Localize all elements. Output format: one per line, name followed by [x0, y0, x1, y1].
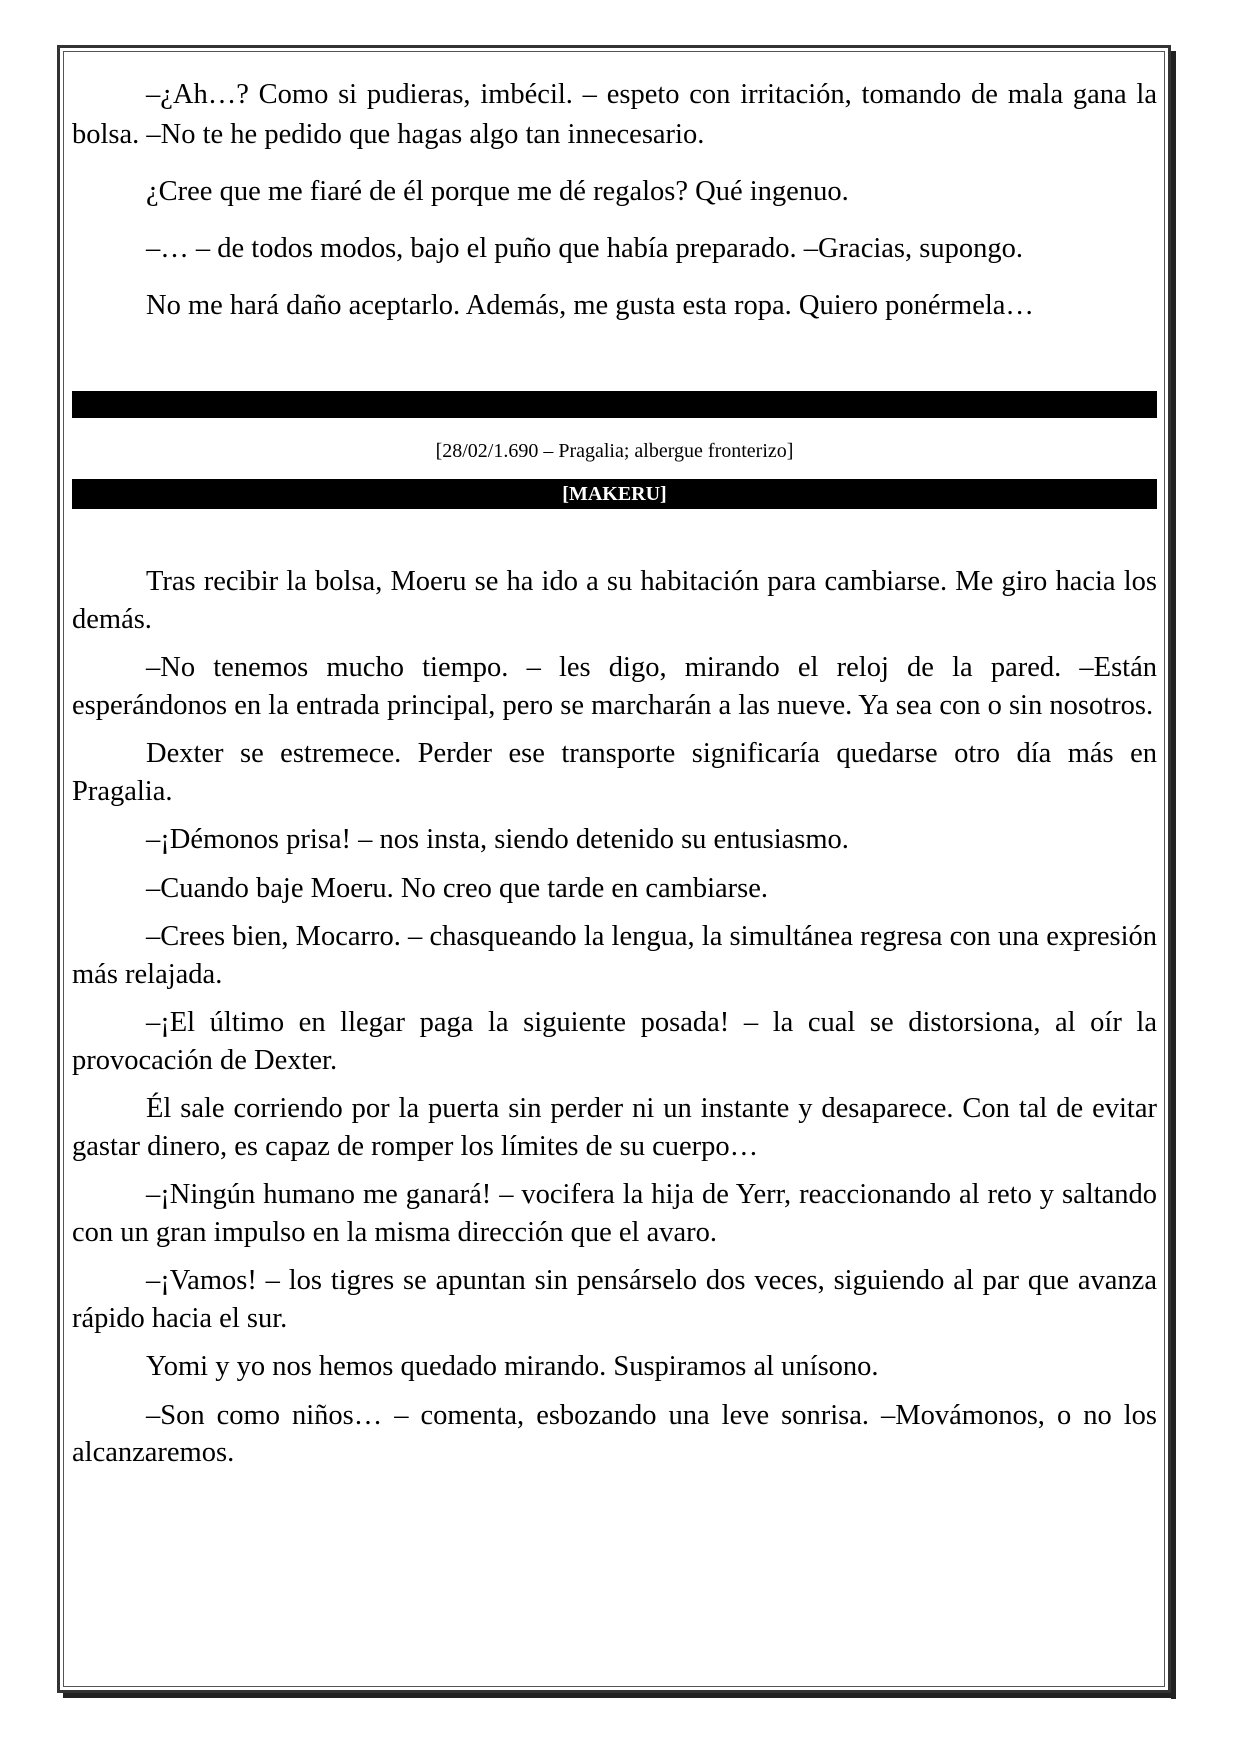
paragraph: Tras recibir la bolsa, Moeru se ha ido a su habitación para cambiarse. Me giro hacia los demás.	[72, 566, 1157, 635]
paragraph: –¡Démonos prisa! – nos insta, siendo detenido su entusiasmo.	[146, 824, 849, 855]
paragraph: Él sale corriendo por la puerta sin perder ni un instante y desaparece. Con tal de evitar gastar dinero, es capaz de romper los límites de su cuerpo…	[72, 1093, 1157, 1162]
section-top	[72, 75, 1157, 343]
paragraph: –¡Vamos! – los tigres se apuntan sin pensárselo dos veces, siguiendo al par que avanza rápido hacia el sur.	[72, 1265, 1157, 1334]
paragraph: –Son como niños… – comenta, esbozando una leve sonrisa. –Movámonos, o no los alcanzaremos.	[72, 1399, 1157, 1468]
scene-date-location: [28/02/1.690 – Pragalia; albergue fronterizo]	[435, 440, 794, 462]
scene-divider-bar	[72, 391, 1157, 418]
paragraph: Dexter se estremece. Perder ese transporte significaría quedarse otro día más en Pragalia.	[72, 738, 1157, 807]
paragraph: ¿Cree que me fiaré de él porque me dé regalos? Qué ingenuo.	[146, 176, 849, 207]
paragraph: No me hará daño aceptarlo. Además, me gusta esta ropa. Quiero ponérmela…	[146, 290, 1034, 321]
paragraph: –… – de todos modos, bajo el puño que había preparado. –Gracias, supongo.	[146, 233, 1023, 264]
frame-shadow-right	[1171, 51, 1176, 1699]
paragraph: –No tenemos mucho tiempo. – les digo, mirando el reloj de la pared. –Están esperándonos en la entrada principal, pero se marcharán a las nueve. Ya sea con o sin nosotros.	[72, 652, 1157, 721]
paragraph: –Crees bien, Mocarro. – chasqueando la lengua, la simultánea regresa con una expresión más relajada.	[72, 921, 1157, 990]
section-bottom	[72, 563, 1157, 1483]
paragraph: –¿Ah…? Como si pudieras, imbécil. – espeto con irritación, tomando de mala gana la bolsa. –No te he pedido que hagas algo tan innecesario.	[72, 79, 1157, 150]
paragraph: –¡El último en llegar paga la siguiente posada! – la cual se distorsiona, al oír la provocación de Dexter.	[72, 1007, 1157, 1076]
paragraph: –Cuando baje Moeru. No creo que tarde en cambiarse.	[146, 872, 769, 904]
page-frame	[57, 45, 1171, 1693]
narrator-banner: [MAKERU]	[72, 479, 1157, 509]
paragraph: Yomi y yo nos hemos quedado mirando. Suspiramos al unísono.	[146, 1351, 879, 1382]
frame-shadow-bottom	[63, 1693, 1176, 1698]
paragraph: –¡Ningún humano me ganará! – vocifera la hija de Yerr, reaccionando al reto y saltando con un gran impulso en la misma dirección que el avaro.	[72, 1179, 1157, 1248]
